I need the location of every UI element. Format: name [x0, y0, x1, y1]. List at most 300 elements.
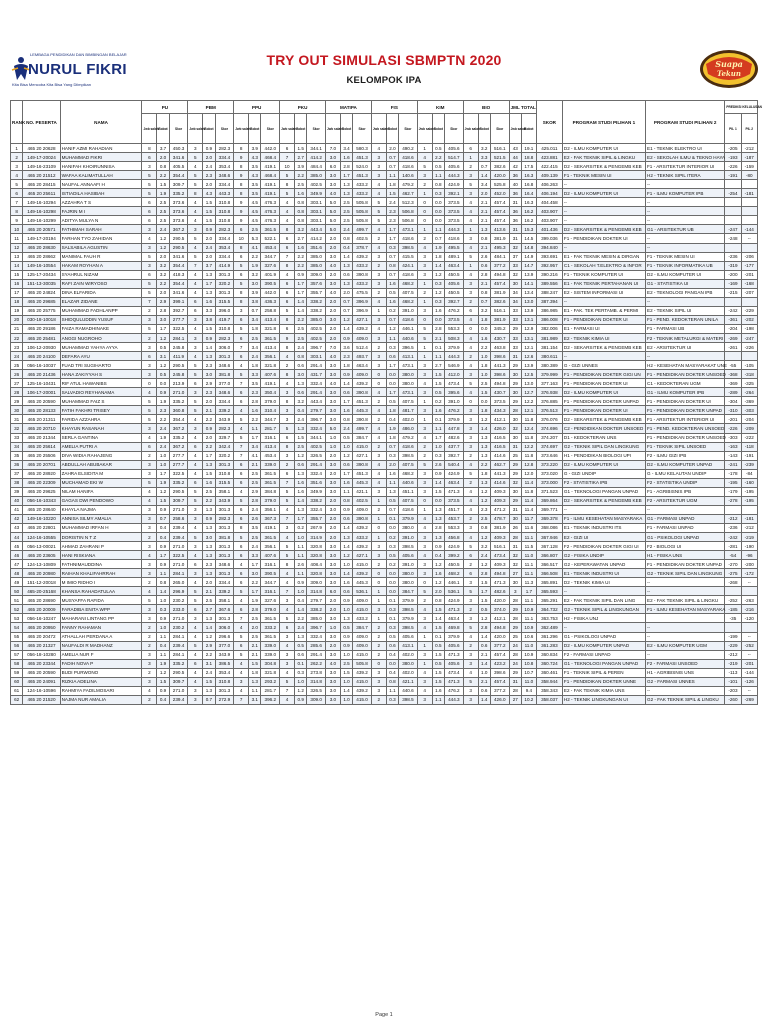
- cell-jml-total: 30: [509, 514, 521, 523]
- cell-score: 4: [371, 433, 386, 442]
- cell-score: 2.5: [249, 614, 261, 623]
- cell-score: 2.2: [249, 415, 261, 424]
- cell-score: 6: [188, 560, 203, 569]
- cell-score: 499.7: [353, 225, 372, 234]
- cell-score: 6: [280, 279, 295, 288]
- cell-score: 316.1: [261, 587, 280, 596]
- cell-score: 0.8: [294, 216, 306, 225]
- cell-score: 332.4: [307, 424, 326, 433]
- cell-score: 0.8: [157, 578, 169, 587]
- cell-score: 1.5: [340, 668, 352, 677]
- cell-score: 1.2: [478, 496, 490, 505]
- cell-score: 396.7: [307, 415, 326, 424]
- cell-score: 396.9: [353, 297, 372, 306]
- cell-prodi-1: D2 - SEKARSITEK & PENGEMB KEB: [562, 343, 645, 352]
- cell-score: 398.6: [490, 352, 509, 361]
- cell-score: 0.5: [386, 288, 398, 297]
- cell-peluang: -185: [725, 605, 741, 614]
- cell-score: 4: [463, 333, 478, 342]
- cell-nama: HANIF AZMI RAHADIAN: [60, 144, 142, 153]
- cell-score: 4: [463, 668, 478, 677]
- cell-no-peserta: 465 20 28415: [23, 180, 60, 189]
- cell-score: 3.2: [478, 542, 490, 551]
- col-subject: PU: [142, 101, 188, 114]
- cell-score: 0.8: [478, 234, 490, 243]
- cell-score: 2.0: [203, 153, 215, 162]
- col-subject: FIS: [371, 101, 417, 114]
- cell-peluang: -96: [741, 551, 757, 560]
- cell-score: 1.5: [478, 388, 490, 397]
- cell-nama: KHAYLA NAJMA: [60, 505, 142, 514]
- cell-no-peserta: 030-18-10018: [23, 315, 60, 324]
- cell-score: 5.0: [325, 225, 340, 234]
- cell-rank: 13: [11, 252, 23, 261]
- table-row: [11, 198, 758, 207]
- cell-score: 390.8: [353, 514, 372, 523]
- cell-jml-total: 9.4: [521, 686, 536, 695]
- cell-peluang: [741, 180, 757, 189]
- cell-score: 0.3: [432, 297, 444, 306]
- cell-score: 2.1: [478, 216, 490, 225]
- cell-peluang: -178: [725, 469, 741, 478]
- cell-prodi-1: --: [562, 180, 645, 189]
- cell-score: 0.1: [432, 343, 444, 352]
- cell-score: 381.9: [490, 315, 509, 324]
- cell-score: 0.3: [432, 189, 444, 198]
- cell-score: 4: [463, 505, 478, 514]
- cell-score: 405.6: [445, 641, 464, 650]
- cell-score: 3: [417, 171, 432, 180]
- cell-score: 3: [280, 388, 295, 397]
- cell-prodi-2: D2 - ILMU KOMPUTER UI: [646, 270, 725, 279]
- cell-score: 3.2: [294, 397, 306, 406]
- cell-score: 2: [371, 505, 386, 514]
- cell-score: 524.0: [353, 162, 372, 171]
- cell-score: 407.5: [399, 496, 418, 505]
- cell-jml-total: 24: [509, 641, 521, 650]
- cell-score: 265.0: [169, 578, 188, 587]
- cell-score: 4: [188, 433, 203, 442]
- cell-score: 1.2: [157, 234, 169, 243]
- cell-score: 8: [188, 189, 203, 198]
- cell-peluang: -325: [741, 379, 757, 388]
- cell-score: 1.9: [157, 659, 169, 668]
- cell-score: 3: [371, 686, 386, 695]
- cell-score: 5: [280, 424, 295, 433]
- cell-score: 1.4: [340, 523, 352, 532]
- cell-score: 412.0: [445, 370, 464, 379]
- cell-score: 390.8: [353, 415, 372, 424]
- cell-prodi-2: E2 - ILMU KOMPUTER UGM: [646, 641, 725, 650]
- cell-score: 6: [234, 542, 249, 551]
- table-row: [11, 180, 758, 189]
- cell-score: 0.3: [432, 451, 444, 460]
- cell-score: 2: [142, 641, 157, 650]
- cell-score: 475.5: [353, 288, 372, 297]
- col-sub-label: Jwb salah: [463, 114, 478, 144]
- cell-score: 426.0: [490, 695, 509, 704]
- cell-score: 1.5: [478, 596, 490, 605]
- cell-score: 409.3: [490, 487, 509, 496]
- cell-score: 424.1: [399, 261, 418, 270]
- cell-score: 1.0: [340, 442, 352, 451]
- cell-score: 282.3: [215, 514, 234, 523]
- cell-score: 3.0: [325, 361, 340, 370]
- cell-score: 381.9: [490, 523, 509, 532]
- cell-jml-total: 16.2: [521, 207, 536, 216]
- cell-prodi-2: F1 - ILMU KESEHATAN MASYARAKA: [646, 605, 725, 614]
- cell-nama: MUHAMMAD FIKRI: [60, 153, 142, 162]
- cell-score: 3: [463, 433, 478, 442]
- table-row: [11, 189, 758, 198]
- cell-score: 6: [234, 315, 249, 324]
- cell-score: 2.0: [249, 623, 261, 632]
- cell-score: 1.7: [386, 225, 398, 234]
- cell-score: 379.9: [399, 514, 418, 523]
- cell-score: 3: [463, 686, 478, 695]
- cell-score: 1.3: [294, 469, 306, 478]
- col-subject: PPU: [234, 101, 280, 114]
- cell-score: 1.2: [157, 487, 169, 496]
- cell-score: 6: [280, 234, 295, 243]
- cell-score: 450.3: [169, 144, 188, 153]
- cell-score: 1.6: [432, 306, 444, 315]
- cell-score: 5: [188, 406, 203, 415]
- cell-score: 0.9: [294, 270, 306, 279]
- cell-score: 4: [188, 551, 203, 560]
- cell-score: 4: [234, 406, 249, 415]
- cell-jml-total: 16.8: [521, 180, 536, 189]
- cell-score: 1.5: [157, 677, 169, 686]
- cell-score: 0.9: [157, 686, 169, 695]
- cell-score: 415.0: [353, 650, 372, 659]
- cell-peluang: -304: [725, 397, 741, 406]
- cell-score: 476.2: [445, 686, 464, 695]
- cell-score: 1.7: [386, 388, 398, 397]
- cell-score: 1.2: [340, 451, 352, 460]
- cell-score: 0.5: [157, 343, 169, 352]
- cell-score: 6: [234, 469, 249, 478]
- cell-score: 5: [463, 252, 478, 261]
- cell-jml-total: 11.1: [521, 614, 536, 623]
- cell-no-peserta: 465 20 23344: [23, 659, 60, 668]
- col-sub-label: Skor: [353, 114, 372, 144]
- cell-score: 427.1: [353, 451, 372, 460]
- cell-score: 0.9: [203, 424, 215, 433]
- cell-score: 282.3: [215, 225, 234, 234]
- cell-score: 5: [188, 171, 203, 180]
- col-pil-2: PIL 2: [741, 114, 757, 144]
- cell-rank: 9: [11, 216, 23, 225]
- cell-score: 0.7: [386, 153, 398, 162]
- cell-score: 419.1: [261, 523, 280, 532]
- cell-score: 2.7: [203, 605, 215, 614]
- cell-score: 1.5: [432, 677, 444, 686]
- cell-score: 1.4: [294, 306, 306, 315]
- col-sub-label: Skor: [445, 114, 464, 144]
- cell-prodi-1: --: [562, 198, 645, 207]
- table-row: [11, 487, 758, 496]
- cell-score: 271.0: [169, 388, 188, 397]
- col-rank: RANK: [11, 101, 23, 144]
- cell-skor: 367.946: [536, 533, 562, 542]
- cell-score: 344.1: [307, 433, 326, 442]
- cell-score: 407.5: [399, 460, 418, 469]
- cell-score: 398.5: [399, 451, 418, 460]
- cell-score: 6: [463, 306, 478, 315]
- cell-nama: MUHAMMAD YAHYA AYYA: [60, 343, 142, 352]
- cell-score: 1.7: [340, 171, 352, 180]
- cell-score: 373.5: [445, 198, 464, 207]
- cell-prodi-1: F1 - PENDIDIKAN DOKTER UI: [562, 379, 645, 388]
- cell-score: 4: [188, 162, 203, 171]
- cell-peluang: -303: [725, 433, 741, 442]
- cell-score: 540.4: [445, 460, 464, 469]
- cell-score: 476.2: [445, 406, 464, 415]
- cell-score: 3: [463, 442, 478, 451]
- cell-score: 1.2: [432, 560, 444, 569]
- cell-prodi-1: C1 - SEKOLAH T.ELEKTRO & INFOR: [562, 261, 645, 270]
- cell-score: 2.5: [249, 632, 261, 641]
- table-row: [11, 505, 758, 514]
- cell-score: 2.0: [325, 523, 340, 532]
- cell-score: 3.9: [294, 162, 306, 171]
- cell-peluang: -242: [725, 306, 741, 315]
- cell-score: 3: [142, 243, 157, 252]
- cell-score: 0.0: [386, 523, 398, 532]
- cell-score: 2.4: [249, 542, 261, 551]
- table-row: [11, 288, 758, 297]
- cell-score: 3.0: [203, 533, 215, 542]
- cell-peluang: -200: [741, 560, 757, 569]
- cell-score: 1.3: [478, 433, 490, 442]
- cell-score: 361.5: [261, 333, 280, 342]
- cell-score: 3: [188, 695, 203, 704]
- cell-score: 494.8: [490, 379, 509, 388]
- page-subtitle: KELOMPOK IPA: [346, 75, 422, 86]
- col-jml-total: JML TOTAL: [509, 101, 536, 114]
- cell-score: 1.3: [340, 614, 352, 623]
- cell-score: 452.0: [490, 189, 509, 198]
- cell-rank: 34: [11, 442, 23, 451]
- cell-nama: AMELIA NUR F: [60, 650, 142, 659]
- cell-score: 4: [280, 216, 295, 225]
- cell-score: 5: [463, 587, 478, 596]
- cell-score: 402.0: [399, 668, 418, 677]
- cell-prodi-2: F1 - PENDIDIKAN DOKTER UNPAD: [646, 560, 725, 569]
- cell-peluang: -195: [725, 478, 741, 487]
- cell-score: 4: [280, 605, 295, 614]
- cell-score: 5: [463, 677, 478, 686]
- cell-score: 444.3: [445, 352, 464, 361]
- cell-score: 2.0: [203, 433, 215, 442]
- cell-score: 3.0: [325, 560, 340, 569]
- cell-score: 508.3: [445, 333, 464, 342]
- table-row: [11, 397, 758, 406]
- cell-peluang: -126: [741, 677, 757, 686]
- table-row: [11, 406, 758, 415]
- cell-prodi-2: F1 - PEND. KEDOKTERAN UNILA: [646, 315, 725, 324]
- cell-score: 4.0: [325, 659, 340, 668]
- cell-peluang: -252: [725, 596, 741, 605]
- cell-no-peserta: 465 20 20571: [23, 225, 60, 234]
- cell-jml-total: 12.0: [521, 469, 536, 478]
- cell-score: 2.0: [325, 641, 340, 650]
- cell-score: 1.4: [432, 478, 444, 487]
- cell-score: 2.5: [294, 180, 306, 189]
- table-row: [11, 569, 758, 578]
- cell-score: 358.1: [215, 487, 234, 496]
- cell-rank: 56: [11, 641, 23, 650]
- cell-score: 361.5: [261, 469, 280, 478]
- table-row: [11, 279, 758, 288]
- cell-score: 0.8: [340, 496, 352, 505]
- cell-prodi-2: F1 - AGRIBISNIS IPB: [646, 487, 725, 496]
- cell-score: 476.3: [261, 207, 280, 216]
- cell-score: 310.8: [215, 677, 234, 686]
- cell-score: 2.5: [340, 207, 352, 216]
- cell-score: 3: [142, 162, 157, 171]
- cell-score: 8: [234, 297, 249, 306]
- cell-score: 471.3: [445, 650, 464, 659]
- cell-peluang: -219: [725, 659, 741, 668]
- cell-score: 3.2: [294, 225, 306, 234]
- cell-score: 3: [188, 424, 203, 433]
- cell-score: 3: [188, 315, 203, 324]
- cell-score: 2.5: [157, 207, 169, 216]
- cell-score: 5: [188, 370, 203, 379]
- cell-score: 3.0: [325, 406, 340, 415]
- cell-score: 315.5: [215, 478, 234, 487]
- cell-rank: 59: [11, 668, 23, 677]
- cell-score: 5: [280, 306, 295, 315]
- cell-peluang: -54: [725, 551, 741, 560]
- cell-prodi-2: H2 - KESEHATAN MASYARAKAT UNE: [646, 361, 725, 370]
- cell-score: 3: [188, 542, 203, 551]
- cell-score: 2.5: [249, 225, 261, 234]
- cell-score: 348.6: [215, 388, 234, 397]
- trophy-badge-icon: [698, 46, 760, 92]
- cell-score: 2.0: [325, 533, 340, 542]
- cell-nama: RAHMIYA FADILMOSARI: [60, 686, 142, 695]
- cell-score: 450.5: [445, 288, 464, 297]
- cell-score: 6: [142, 216, 157, 225]
- cell-score: 4: [463, 361, 478, 370]
- cell-score: 1.2: [340, 551, 352, 560]
- cell-skor: 365.291: [536, 596, 562, 605]
- cell-score: 1.4: [478, 659, 490, 668]
- cell-no-peserta: 465 20 21311: [23, 415, 60, 424]
- cell-prodi-1: E2 - SISTEM INFORMASI UI: [562, 288, 645, 297]
- cell-score: 1.3: [432, 505, 444, 514]
- cell-score: 2.7: [294, 153, 306, 162]
- cell-score: 385.0: [307, 261, 326, 270]
- cell-prodi-1: D2 - ILMU KOMPUTER UI: [562, 460, 645, 469]
- cell-rank: 36: [11, 460, 23, 469]
- cell-jml-total: 11.8: [521, 415, 536, 424]
- col-sub-label: Skor: [490, 114, 509, 144]
- cell-nama: MANIMAL FAUH R: [60, 252, 142, 261]
- col-sub-label: Jwb salah: [234, 114, 249, 144]
- cell-score: 1.3: [203, 523, 215, 532]
- cell-score: 6: [234, 225, 249, 234]
- cell-score: 2.3: [249, 388, 261, 397]
- cell-score: 5.0: [325, 207, 340, 216]
- cell-jml-total: 11.0: [521, 641, 536, 650]
- svg-text:Suapa: Suapa: [715, 59, 743, 69]
- cell-nama: NILAM HANIFA: [60, 487, 142, 496]
- cell-score: 1.9: [249, 596, 261, 605]
- cell-score: 2.2: [478, 343, 490, 352]
- cell-score: 334.4: [215, 180, 234, 189]
- cell-score: 3: [371, 361, 386, 370]
- cell-score: 482.6: [490, 587, 509, 596]
- cell-prodi-1: --: [562, 505, 645, 514]
- cell-score: 473.4: [490, 551, 509, 560]
- cell-prodi-1: E2 - FAK TEKNIK SIPIL & LINGKU: [562, 153, 645, 162]
- cell-score: 4: [188, 207, 203, 216]
- cell-jml-total: 32: [509, 560, 521, 569]
- cell-score: 3: [371, 270, 386, 279]
- cell-score: 2: [417, 442, 432, 451]
- cell-score: 0.8: [386, 261, 398, 270]
- cell-score: 341.6: [169, 252, 188, 261]
- cell-no-peserta: 151-12-20018: [23, 578, 60, 587]
- cell-score: 514.7: [445, 153, 464, 162]
- cell-peluang: -269: [741, 695, 757, 704]
- cell-prodi-1: D2 - ILMU KOMPUTER UI: [562, 189, 645, 198]
- table-row: [11, 650, 758, 659]
- cell-score: 1.6: [203, 297, 215, 306]
- cell-score: 301.3: [215, 523, 234, 532]
- cell-jml-total: 12.2: [521, 397, 536, 406]
- cell-score: 279.7: [307, 596, 326, 605]
- cell-score: 392.7: [445, 451, 464, 460]
- cell-score: 4.3: [203, 189, 215, 198]
- cell-score: 414.2: [307, 153, 326, 162]
- cell-score: 4: [371, 388, 386, 397]
- cell-no-peserta: 149-17-20194: [23, 234, 60, 243]
- cell-score: 5: [234, 533, 249, 542]
- cell-score: 3: [371, 252, 386, 261]
- cell-score: 1.2: [157, 668, 169, 677]
- cell-score: 490.2: [399, 144, 418, 153]
- cell-no-peserta: 149-16-10298: [23, 207, 60, 216]
- cell-jml-total: 12.2: [521, 442, 536, 451]
- cell-score: 379.9: [445, 632, 464, 641]
- cell-score: 0.2: [386, 533, 398, 542]
- cell-score: 439.2: [353, 252, 372, 261]
- cell-score: 512.3: [399, 198, 418, 207]
- cell-nama: FARIDA AZZAHRA: [60, 415, 142, 424]
- cell-no-peserta: 465 20 20009: [23, 605, 60, 614]
- cell-score: 3: [417, 695, 432, 704]
- cell-score: 3: [188, 614, 203, 623]
- cell-peluang: -205: [725, 144, 741, 153]
- cell-rank: 16: [11, 279, 23, 288]
- cell-score: 390.8: [353, 388, 372, 397]
- cell-jml-total: 31: [509, 198, 521, 207]
- cell-peluang: -226: [725, 162, 741, 171]
- cell-score: 341.6: [169, 288, 188, 297]
- cell-nama: RIZKIA ADELINA: [60, 677, 142, 686]
- cell-score: 398.5: [399, 542, 418, 551]
- cell-prodi-2: E1 - TEKNIK ELEKTRO UI: [646, 144, 725, 153]
- cell-score: 413.4: [261, 343, 280, 352]
- cell-score: 1.1: [157, 650, 169, 659]
- cell-score: 335.2: [169, 397, 188, 406]
- cell-score: 343.9: [215, 496, 234, 505]
